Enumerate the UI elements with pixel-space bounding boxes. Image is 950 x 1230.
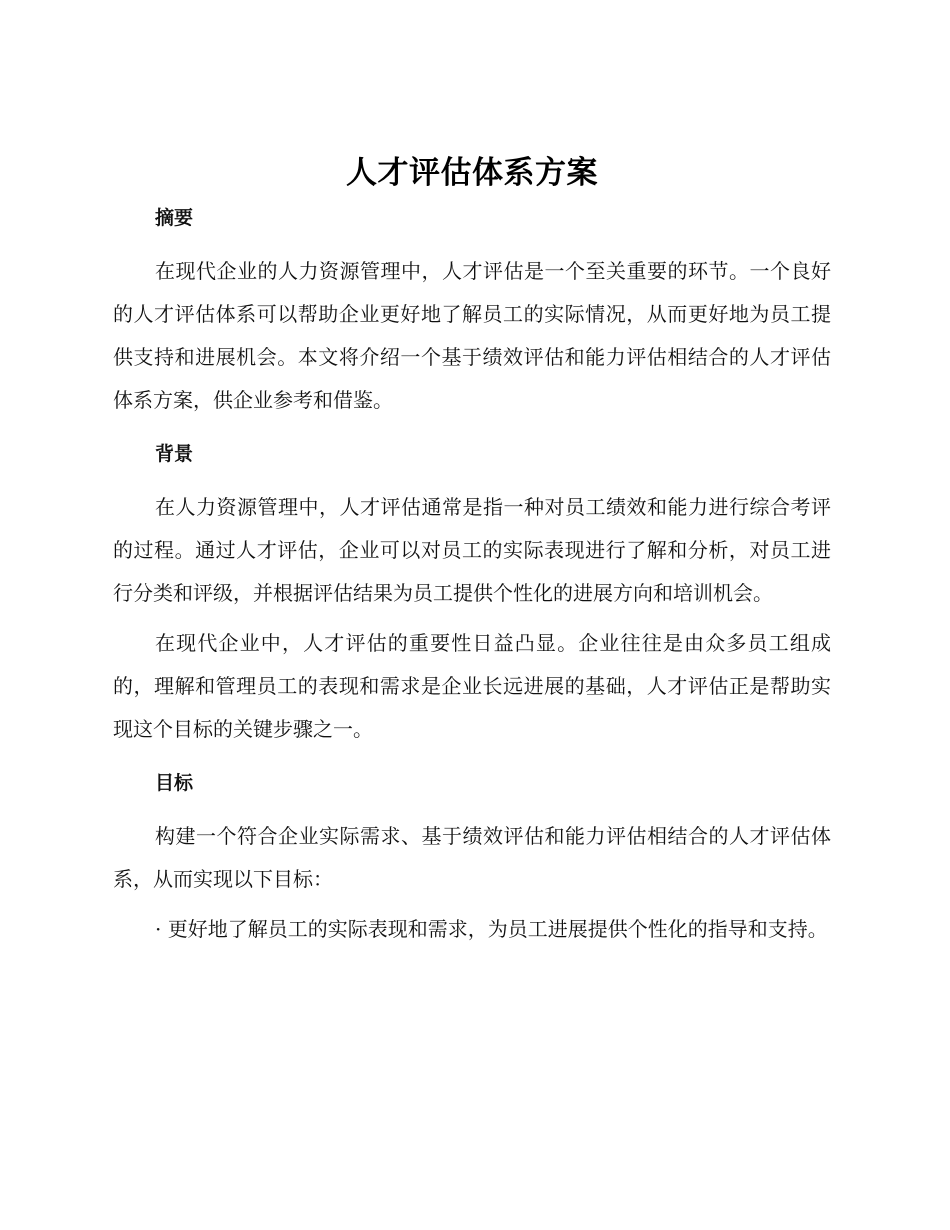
abstract-paragraph: 在现代企业的人力资源管理中，人才评估是一个至关重要的环节。一个良好的人才评估体系可以帮助企业更好地了解员工的实际情况，从而更好地为员工提供支持和进展机会。本文将介绍一个基于绩效评估和能力评估相结合的人才评估体系方案，供企业参考和借鉴。 — [113, 259, 831, 412]
background-paragraph-1: 在人力资源管理中，人才评估通常是指一种对员工绩效和能力进行综合考评的过程。通过人才评估，企业可以对员工的实际表现进行了解和分析，对员工进行分类和评级，并根据评估结果为员工提供个性化的进展方向和培训机会。 — [113, 495, 831, 605]
document-body — [113, 150, 831, 951]
goals-bullet-item: · 更好地了解员工的实际表现和需求，为员工进展提供个性化的指导和支持。 — [155, 917, 828, 941]
section-heading-background: 背景 — [155, 443, 194, 465]
background-paragraph-2: 在现代企业中，人才评估的重要性日益凸显。企业往往是由众多员工组成的，理解和管理员工的表现和需求是企业长远进展的基础，人才评估正是帮助实现这个目标的关键步骤之一。 — [113, 631, 831, 741]
section-heading-abstract: 摘要 — [155, 207, 194, 229]
section-heading-goals: 目标 — [155, 772, 194, 794]
document-title: 人才评估体系方案 — [346, 155, 598, 191]
goals-paragraph: 构建一个符合企业实际需求、基于绩效评估和能力评估相结合的人才评估体系，从而实现以下目标： — [113, 824, 831, 891]
